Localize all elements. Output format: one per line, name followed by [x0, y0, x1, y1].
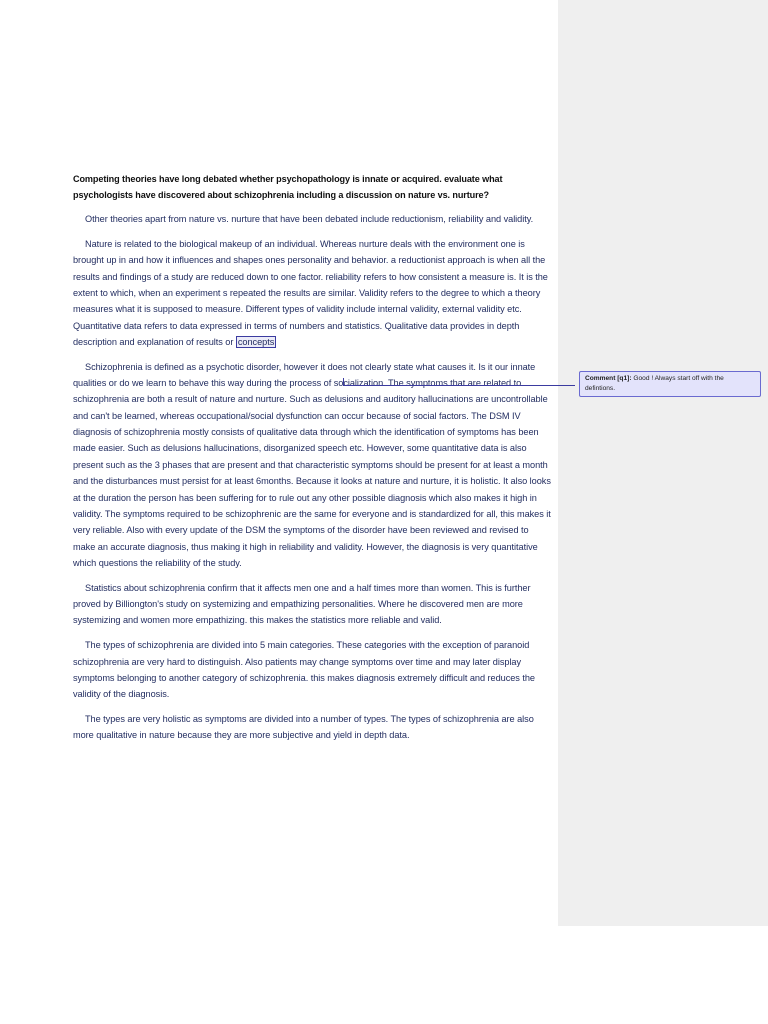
paragraph-3: Schizophrenia is defined as a psychotic disorder, however it does not clearly state what causes it. Is it our innate qualities or do we learn to behave this way during the process of socialization. The symptoms that are related to schizophrenia are both a result of nature and nurture. Such as delusions and auditory hallucinations are uncontrollable and can't be learned, whereas occupational/social dysfunction can occur because of social factors. The DSM IV diagnosis of schizophrenia mostly consists of qualitative data through which the identification of symptoms has been made easier. Such as delusions hallucinations, disorganized speech etc. However, some quantitative data is also present such as the 3 phases that are present and that characteristic symptoms should be present for at least a month and the disturbances must persist for at least 6months. Because it looks at nature and nurture, it is holistic. It also looks at the duration the person has been suffering for to rule out any other possible diagnosis which also makes it high in validity. The symptoms required to be schizophrenic are the same for everyone and is standardized for all, this makes it very reliable. Also with every update of the DSM the symptoms of the disorder have been reviewed and revised to make an accurate diagnosis, thus making it high in reliability and validity. However, the diagnosis is very quantitative which questions the reliability of the study.: [73, 361, 551, 568]
comment-balloon[interactable]: [579, 371, 761, 397]
commented-word[interactable]: concepts: [237, 336, 275, 347]
paragraph-1: Other theories apart from nature vs. nurture that have been debated include reductionism, reliability and validity.: [85, 214, 534, 224]
paragraph-5: The types of schizophrenia are divided into 5 main categories. These categories with the exception of paranoid schizophrenia are very hard to distinguish. Also patients may change symptoms over time and may later display symptoms belonging to another category of schizophrenia. this makes diagnosis extremely difficult and reduces the validity of the diagnosis.: [73, 640, 535, 700]
comment-label: Comment [q1]:: [585, 375, 632, 382]
document-body[interactable]: [73, 171, 551, 752]
paragraph-2: [73, 236, 551, 350]
paragraph-6: The types are very holistic as symptoms are divided into a number of types. The types of schizophrenia are also more qualitative in nature because they are more subjective and yield in depth data.: [73, 714, 534, 741]
paragraph-2-text: Nature is related to the biological makeup of an individual. Whereas nurture deals with the environment one is brought up in and how it influences and shapes ones personality and behavior. a reductionist approach is when all the results and findings of a study are reduced down to one factor. reliability refers to how consistent a measure is. It is the extent to which, when an experiment s repeated the results are similar. Validity refers to the degree to which a theory measures what it is supposed to measure. Different types of validity include internal validity, external validity etc. Quantitative data refers to data expressed in terms of numbers and statistics. Qualitative data provides in depth description and explanation of results or: [73, 238, 548, 347]
question-title: Competing theories have long debated whether psychopathology is innate or acquired. evaluate what psychologists have discovered about schizophrenia including a discussion on nature vs. nurture?: [73, 174, 503, 200]
comment-pane: [558, 0, 768, 926]
paragraph-4: Statistics about schizophrenia confirm that it affects men one and a half times more than women. This is further proved by Billiongton's study on systemizing and empathizing personalities. Where he discovered men are more systemizing and women more empathizing. this makes the statistics more reliable and valid.: [73, 582, 531, 626]
comment-connector-line: [343, 385, 575, 386]
comment-text: Good ! Always start off with the defintions.: [585, 375, 724, 392]
